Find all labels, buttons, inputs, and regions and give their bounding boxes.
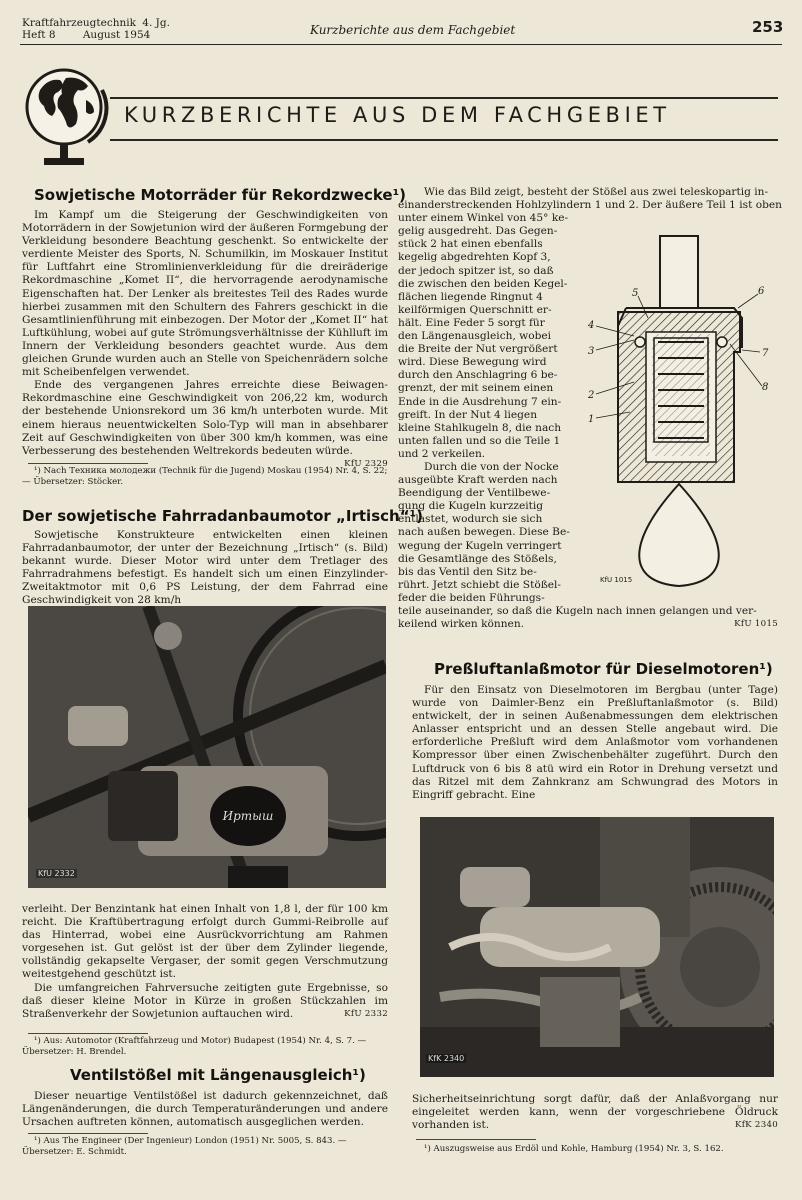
- journal-issue: Heft 8: [22, 29, 56, 41]
- text-line: greift. In der Nut 4 liegen: [398, 408, 538, 421]
- footnote-line: Übersetzer: H. Brendel.: [22, 1047, 127, 1057]
- article-body-pressluft: [412, 684, 778, 802]
- text-line: unter einem Winkel von 45° ke-: [398, 212, 569, 225]
- diagram-label-1: 1: [588, 414, 595, 425]
- text-line: durch den Anschlagring 6 be-: [398, 369, 558, 382]
- text-line: feder die beiden Führungs-: [398, 591, 545, 604]
- text-line: kegelig abgedrehten Kopf 3,: [398, 251, 551, 264]
- text-line: keilförmigen Querschnitt er-: [398, 303, 552, 316]
- running-head-issue: [22, 29, 150, 41]
- text-line: stück 2 hat einen ebenfalls: [398, 238, 543, 251]
- journal-name: Kraftfahrzeugtechnik: [22, 17, 136, 29]
- text-line: kleine Stahlkugeln 8, die nach: [398, 421, 562, 434]
- running-head-section: Kurzberichte aus dem Fachgebiet: [310, 23, 516, 37]
- footnote: [22, 1136, 388, 1158]
- footnote: ¹) Auszugsweise aus Erdöl und Kohle, Hamburg (1954) Nr. 3, S. 162.: [424, 1144, 724, 1154]
- text-line: einanderstreckenden Hohlzylindern 1 und 2. Der äußere Teil 1 ist oben: [398, 199, 782, 212]
- diagram-label-7: 7: [762, 348, 769, 359]
- text-line: hält. Eine Feder 5 sorgt für: [398, 316, 545, 329]
- diagram-label-4: 4: [588, 320, 595, 331]
- section-banner-title: KURZBERICHTE AUS DEM FACHGEBIET: [124, 103, 671, 127]
- globe-icon: [20, 60, 112, 174]
- article-code: KfU 2329: [344, 458, 388, 469]
- paragraph: Die umfangreichen Fahrversuche zeitigten gute Ergebnisse, so daß dieser kleine Motor in Kürze in großen Stückzahlen im Straßenverkehr der Sowjetunion auftauchen wird. KfU 2332: [22, 981, 388, 1020]
- footnote-rule: [28, 1133, 148, 1134]
- article-code: KfU 2332: [344, 1008, 388, 1019]
- photo-pressluftanlasser: [420, 817, 774, 1077]
- article-body-irtisch-continued: [22, 903, 388, 1021]
- footnote-rule: [416, 1139, 536, 1140]
- page-number: 253: [752, 18, 784, 36]
- header-rule: [20, 44, 782, 45]
- footnote-line: ¹) Aus The Engineer (Der Ingenieur) London (1951) Nr. 5005, S. 843. —: [34, 1136, 347, 1146]
- article-body-ventilstoessel: [22, 1090, 388, 1129]
- article-body-motorraeder: [22, 209, 388, 471]
- photo-label: KfK 2340: [428, 1054, 465, 1063]
- diagram-label-3: 3: [588, 346, 595, 357]
- article-title-motorraeder: Sowjetische Motorräder für Rekordzwecke¹): [34, 186, 407, 204]
- article-body-pressluft-continued: [412, 1093, 778, 1132]
- photo-label: KfU 2332: [38, 869, 75, 878]
- article-title-pressluft: Preßluftanlaßmotor für Dieselmotoren¹): [434, 660, 773, 678]
- journal-volume: 4. Jg.: [142, 17, 170, 29]
- text-line: teile auseinander, so daß die Kugeln nach innen gelangen und ver-: [398, 605, 757, 617]
- paragraph: Im Kampf um die Steigerung der Geschwindigkeiten von Motorrädern in der Sowjetunion wird der äußeren Formgebung der Verkleidung besondere Beachtung geschenkt. So entwickelte der verdiente Meister des Sports, N. Schumilkin, im Moskauer Institut für Luftfahrt eine Stromlinienverkleidung für die dreiräderige Rekordmaschine „Komet II“, die hervorragende aerodynamische Eigenschaften hat. Der Lenker als breitestes Teil des Rades wurde hierbei zusammen mit den Schultern des Fahrers geschickt in die Gesamtlinienführung mit einbezogen. Der Motor der „Komet II“ hat Luftkühlung, wobei auf gute Strömungsverhältnisse der Kühlluft im Innern der Verkleidung besonders geachtet wurde. Aus dem gleichen Grunde wurden auch an Stelle von Speichenrädern solche mit Scheibenfelgen verwendet.: [22, 209, 388, 379]
- photo-bicycle-motor: [28, 606, 386, 888]
- text-line: rührt. Jetzt schiebt die Stößel-: [398, 578, 562, 591]
- text-line: Ende in die Ausdrehung 7 ein-: [398, 395, 562, 408]
- footnote-line: ¹) Aus: Automotor (Kraftfahrzeug und Motor) Budapest (1954) Nr. 4, S. 7. —: [34, 1036, 367, 1046]
- text-line: Durch die von der Nocke: [424, 460, 559, 473]
- journal-date: August 1954: [82, 29, 151, 41]
- text-line: die Gesamtlänge des Stößels,: [398, 552, 557, 565]
- text-line: und 2 verkeilen.: [398, 447, 486, 460]
- text-line: die zwischen den beiden Kegel-: [398, 277, 568, 290]
- paragraph: Für den Einsatz von Dieselmotoren im Bergbau (unter Tage) wurde von Daimler-Benz ein Preßluftanlaßmotor (s. Bild) entwickelt, der in seinen Außenabmessungen dem elektrischen Anlasser entspricht und an dessen Stelle angebaut wird. Die erforderliche Preßluft wird dem Anlaßmotor vom vorhandenen Kompressor über einen Zwischenbehälter zugeführt. Durch den Luftdruck von 6 bis 8 atü wird ein Rotor in Drehung versetzt und das Ritzel mit dem Zahnkranz am Schwungrad des Motors in Eingriff gebracht. Eine: [412, 684, 778, 801]
- footnote: [22, 1036, 388, 1058]
- paragraph: verleiht. Der Benzintank hat einen Inhalt von 1,8 l, der für 100 km reicht. Die Kraftübertragung erfolgt durch Gummi-Reibrolle auf das Hinterrad, wobei eine Ausrückvorrichtung am Rahmen vorgesehen ist. Gut gelöst ist der über dem Zylinder liegende, vollständig gekapselte Vergaser, der somit gegen Verschmutzung weitestgehend geschützt ist.: [22, 903, 388, 981]
- diagram-ventilstoessel: [582, 232, 778, 612]
- footnote: ¹) Nach Техника молодежи (Technik für die Jugend) Moskau (1954) Nr. 4, S. 22; — Übersetzer: Stöcker.: [22, 466, 388, 487]
- text-line: bis das Ventil den Sitz be-: [398, 565, 537, 578]
- text-line: entlastet, wodurch sie sich: [398, 513, 543, 526]
- running-head-journal: [22, 17, 170, 29]
- footnote-rule: [28, 1033, 148, 1034]
- diagram-label-2: 2: [588, 390, 595, 401]
- paragraph: Sicherheitseinrichtung sorgt dafür, daß der Anlaßvorgang nur eingeleitet werden kann, wenn der vorgeschriebene Öldruck vorhanden ist. KfK 2340: [412, 1093, 778, 1132]
- footnote-line: Übersetzer: E. Schmidt.: [22, 1147, 127, 1157]
- text-line: gung die Kugeln kurzzeitig: [398, 500, 544, 513]
- text-line: flächen liegende Ringnut 4: [398, 290, 543, 303]
- article-body-irtisch: [22, 529, 388, 608]
- paragraph: Sowjetische Konstrukteure entwickelten einen kleinen Fahrradanbaumotor, der unter der Bezeichnung „Irtisch“ (s. Bild) bekannt wurde. Dieser Motor wird unter dem Tretlager des Fahrradrahmens befestigt. Es handelt sich um einen Einzylinder-Zweitaktmotor mit 0,6 PS Leistung, der dem Fahrrad eine Geschwindigkeit von 28 km/h: [22, 529, 388, 607]
- text-line: der jedoch spitzer ist, so daß: [398, 264, 554, 277]
- text-line: keilend wirken können. KfU 1015: [398, 618, 778, 631]
- text-line: wird. Diese Bewegung wird: [398, 356, 547, 369]
- paragraph: Dieser neuartige Ventilstößel ist dadurch gekennzeichnet, daß Längenänderungen, die durch Temperaturänderungen und andere Ursachen auftreten können, automatisch ausgeglichen werden.: [22, 1090, 388, 1129]
- text-line: Beendigung der Ventilbewe-: [398, 487, 551, 500]
- article-title-ventilstoessel: Ventilstößel mit Längenausgleich¹): [70, 1066, 366, 1084]
- text-line: wegung der Kugeln verringert: [398, 539, 562, 552]
- text-line: nach außen bewegen. Diese Be-: [398, 526, 570, 539]
- svg-text:Иртыш: Иртыш: [222, 809, 274, 823]
- footnote-rule: [28, 463, 148, 464]
- article-code: KfU 1015: [734, 619, 778, 630]
- paragraph: Ende des vergangenen Jahres erreichte diese Beiwagen-Rekordmaschine eine Geschwindigkeit von 206,22 km, wodurch der bestehende Unionsrekord um 36 km/h unterboten wurde. Mit einem hieraus neuentwickelten Solo-Typ will man in absehbarer Zeit auf Geschwindigkeiten von über 300 km/h kommen, was eine Verbesserung des bestehenden Weltrekords bedeuten würde. KfU 2329: [22, 379, 388, 458]
- text-line: die Breite der Nut vergrößert: [398, 343, 558, 356]
- diagram-label-6: 6: [758, 286, 765, 297]
- diagram-label-8: 8: [762, 382, 769, 393]
- text-line: gelig ausgedreht. Das Gegen-: [398, 225, 558, 238]
- text-line: grenzt, der mit seinem einen: [398, 382, 554, 395]
- text-line: Wie das Bild zeigt, besteht der Stößel aus zwei teleskopartig in-: [424, 186, 769, 198]
- text-line: ausgeübte Kraft werden nach: [398, 474, 558, 487]
- text-line: den Längenausgleich, wobei: [398, 330, 552, 343]
- article-code: KfK 2340: [734, 1120, 778, 1131]
- diagram-code: KfU 1015: [600, 576, 633, 584]
- diagram-label-5: 5: [632, 288, 639, 299]
- text-line: unten fallen und so die Teile 1: [398, 434, 561, 447]
- article-title-irtisch: Der sowjetische Fahrradanbaumotor „Irtisch“¹): [22, 507, 423, 525]
